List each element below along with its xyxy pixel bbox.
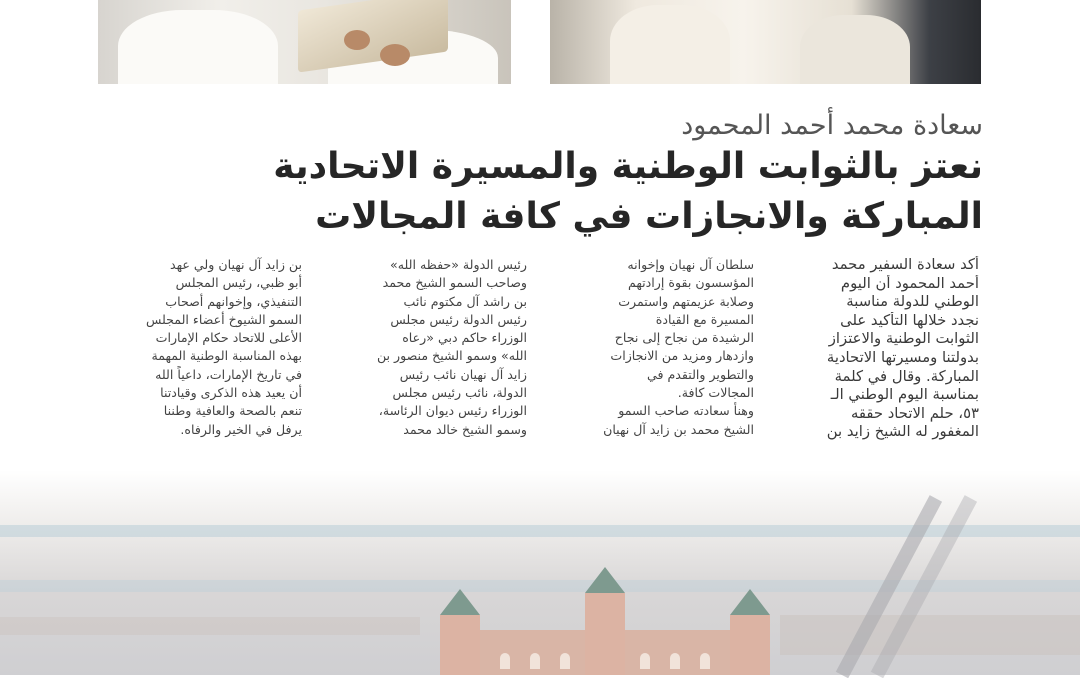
column-text-line: أن يعيد هذه الذكرى وقيادتنا [160, 385, 302, 401]
column-text-line: المجالات كافة. [677, 385, 754, 401]
column-text-line: رئيس الدولة «حفظه الله» [390, 257, 527, 272]
article-column-1 [774, 256, 979, 442]
column-text-line: التنفيذي، وإخوانهم أصحاب [165, 293, 302, 309]
column-text-line: يرفل في الخير والرفاه. [180, 421, 302, 437]
column-text-line: الدولة، نائب رئيس مجلس [392, 385, 527, 401]
headline-line-1: نعتز بالثوابت الوطنية والمسيرة الاتحادية [273, 146, 983, 187]
column-text-line: بهذه المناسبة الوطنية المهمة [151, 348, 302, 364]
column-text-line: تنعم بالصحة والعافية وطننا [163, 403, 302, 419]
column-text-line: الأعلى للاتحاد حكام الإمارات [155, 330, 302, 346]
column-text-line: ٥٣، حلم الاتحاد حققه [850, 404, 979, 422]
column-text-line: المؤسسون بقوة إرادتهم [627, 275, 754, 291]
column-text-line: في تاريخ الإمارات، داعياً الله [155, 366, 302, 382]
column-text-line: بدولتنا ومسيرتها الاتحادية [826, 348, 979, 366]
column-text-line: بن زايد آل نهيان ولي عهد [170, 257, 302, 272]
column-text-line: وهنأ سعادته صاحب السمو [618, 403, 754, 419]
column-text-line: رئيس الدولة رئيس مجلس [390, 311, 527, 327]
column-text-line: الرشيدة من نجاح إلى نجاح [614, 330, 754, 346]
column-text-line: المسيرة مع القيادة [655, 311, 754, 327]
column-text-line: أحمد المحمود أن اليوم [840, 274, 979, 292]
headline-line-2: المباركة والانجازات في كافة المجالات [315, 196, 983, 237]
article-column-2 [549, 256, 754, 439]
city-skyline-background [0, 470, 1080, 675]
column-text-line: وصاحب السمو الشيخ محمد [382, 275, 527, 291]
article-column-4 [97, 256, 302, 439]
column-text-line: بمناسبة اليوم الوطني الـ [830, 386, 979, 404]
column-text-line: أبو ظبي، رئيس المجلس [175, 275, 302, 291]
column-text-line: سلطان آل نهيان وإخوانه [627, 257, 754, 272]
column-text-line: وازدهار ومزيد من الانجازات [610, 348, 754, 364]
column-text-line: الوزراء حاكم دبي «رعاه [402, 330, 527, 346]
column-text-line: المباركة. وقال في كلمة [834, 367, 979, 385]
palace-building [440, 580, 770, 675]
column-text-line: والتطوير والتقدم في [646, 366, 754, 382]
column-text-line: أكد سعادة السفير محمد [831, 256, 979, 273]
column-text-line: وسمو الشيخ خالد محمد [403, 421, 527, 437]
article-column-3 [322, 256, 527, 439]
column-text-line: الوطني للدولة مناسبة [846, 293, 979, 311]
column-text-line: المغفور له الشيخ زايد بن [826, 423, 979, 441]
column-text-line: الثوابت الوطنية والاعتزاز [828, 330, 979, 348]
column-text-line: الشيخ محمد بن زايد آل نهيان [603, 421, 754, 437]
column-text-line: السمو الشيوخ أعضاء المجلس [145, 311, 302, 327]
column-text-line: الوزراء رئيس ديوان الرئاسة، [378, 403, 527, 419]
column-text-line: الله» وسمو الشيخ منصور بن [376, 348, 527, 364]
column-text-line: نجدد خلالها التأكيد على [840, 311, 979, 329]
photo-official-meeting [550, 0, 981, 84]
photo-book-presentation [98, 0, 511, 84]
column-text-line: وصلابة عزيمتهم واستمرت [618, 293, 754, 309]
article-byline: سعادة محمد أحمد المحمود [681, 110, 983, 141]
column-text-line: بن راشد آل مكتوم نائب [403, 293, 527, 309]
column-text-line: زايد آل نهيان نائب رئيس [399, 366, 527, 382]
